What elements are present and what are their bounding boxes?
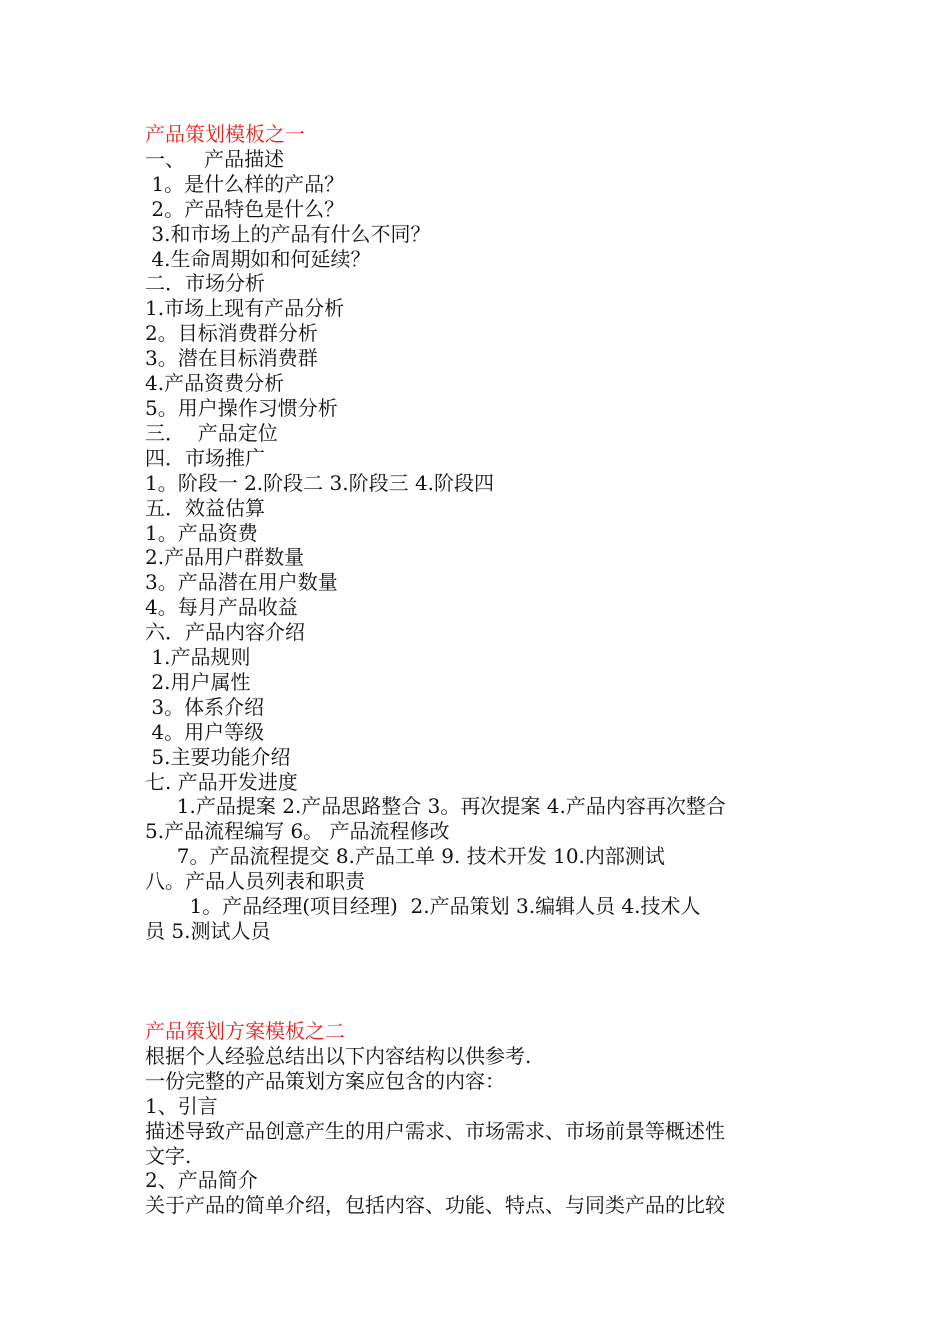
text-line: 4.生命周期如和何延续？ (145, 246, 371, 271)
text-line: 文字. (145, 1143, 192, 1168)
text-line: 七. 产品开发进度 (145, 769, 298, 794)
text-line: 4.产品资费分析 (145, 371, 285, 396)
text-line: 三． 产品定位 (145, 420, 278, 445)
section-title: 产品策划模板之一 (145, 122, 305, 146)
text-line: 四．市场推广 (145, 445, 265, 470)
text-line: 3。体系介绍 (145, 694, 265, 719)
text-line: 描述导致产品创意产生的用户需求、市场需求、市场前景等概述性 (145, 1118, 725, 1143)
text-line: 一份完整的产品策划方案应包含的内容： (145, 1068, 505, 1093)
text-line: 3。产品潜在用户数量 (145, 570, 338, 595)
text-line: 1.产品规则 (145, 645, 251, 670)
section-body (145, 1044, 825, 1218)
section-template-one (145, 122, 825, 944)
text-line: 二．市场分析 (145, 271, 265, 296)
text-line: 5。用户操作习惯分析 (145, 395, 338, 420)
text-line: 1.产品提案 2.产品思路整合 3。再次提案 4.产品内容再次整合 (145, 794, 726, 819)
text-line: 2。产品特色是什么？ (145, 196, 345, 221)
text-line: 1。是什么样的产品？ (145, 171, 345, 196)
text-line: 八。产品人员列表和职责 (145, 869, 365, 894)
text-line: 1.市场上现有产品分析 (145, 296, 345, 321)
text-line: 2.用户属性 (145, 669, 251, 694)
text-line: 五．效益估算 (145, 495, 265, 520)
text-line: 六．产品内容介绍 (145, 620, 305, 645)
text-line: 4。每月产品收益 (145, 595, 298, 620)
text-line: 3。潜在目标消费群 (145, 346, 318, 371)
text-line: 3.和市场上的产品有什么不同？ (145, 221, 431, 246)
text-line: 1。阶段一 2.阶段二 3.阶段三 4.阶段四 (145, 470, 495, 495)
section-title: 产品策划方案模板之二 (145, 1019, 345, 1043)
text-line: 根据个人经验总结出以下内容结构以供参考. (145, 1043, 532, 1068)
text-line: 5.主要功能介绍 (145, 744, 291, 769)
text-line: 7。产品流程提交 8.产品工单 9. 技术开发 10.内部测试 (145, 844, 665, 869)
text-line: 关于产品的简单介绍，包括内容、功能、特点、与同类产品的比较 (145, 1193, 725, 1218)
text-line: 2、产品简介 (145, 1168, 258, 1193)
section-body (145, 147, 825, 944)
text-line: 2.产品用户群数量 (145, 545, 305, 570)
text-line: 员 5.测试人员 (145, 919, 271, 943)
text-line: 1。产品资费 (145, 520, 258, 545)
text-line: 2。目标消费群分析 (145, 321, 318, 346)
text-line: 4。用户等级 (145, 719, 265, 744)
text-line: 1、引言 (145, 1093, 218, 1118)
text-line: 一、 产品描述 (145, 146, 285, 171)
text-line: 5.产品流程编写 6。 产品流程修改 (145, 819, 450, 844)
section-template-two (145, 1019, 825, 1218)
text-line: 1。产品经理(项目经理) 2.产品策划 3.编辑人员 4.技术人 (145, 894, 701, 919)
